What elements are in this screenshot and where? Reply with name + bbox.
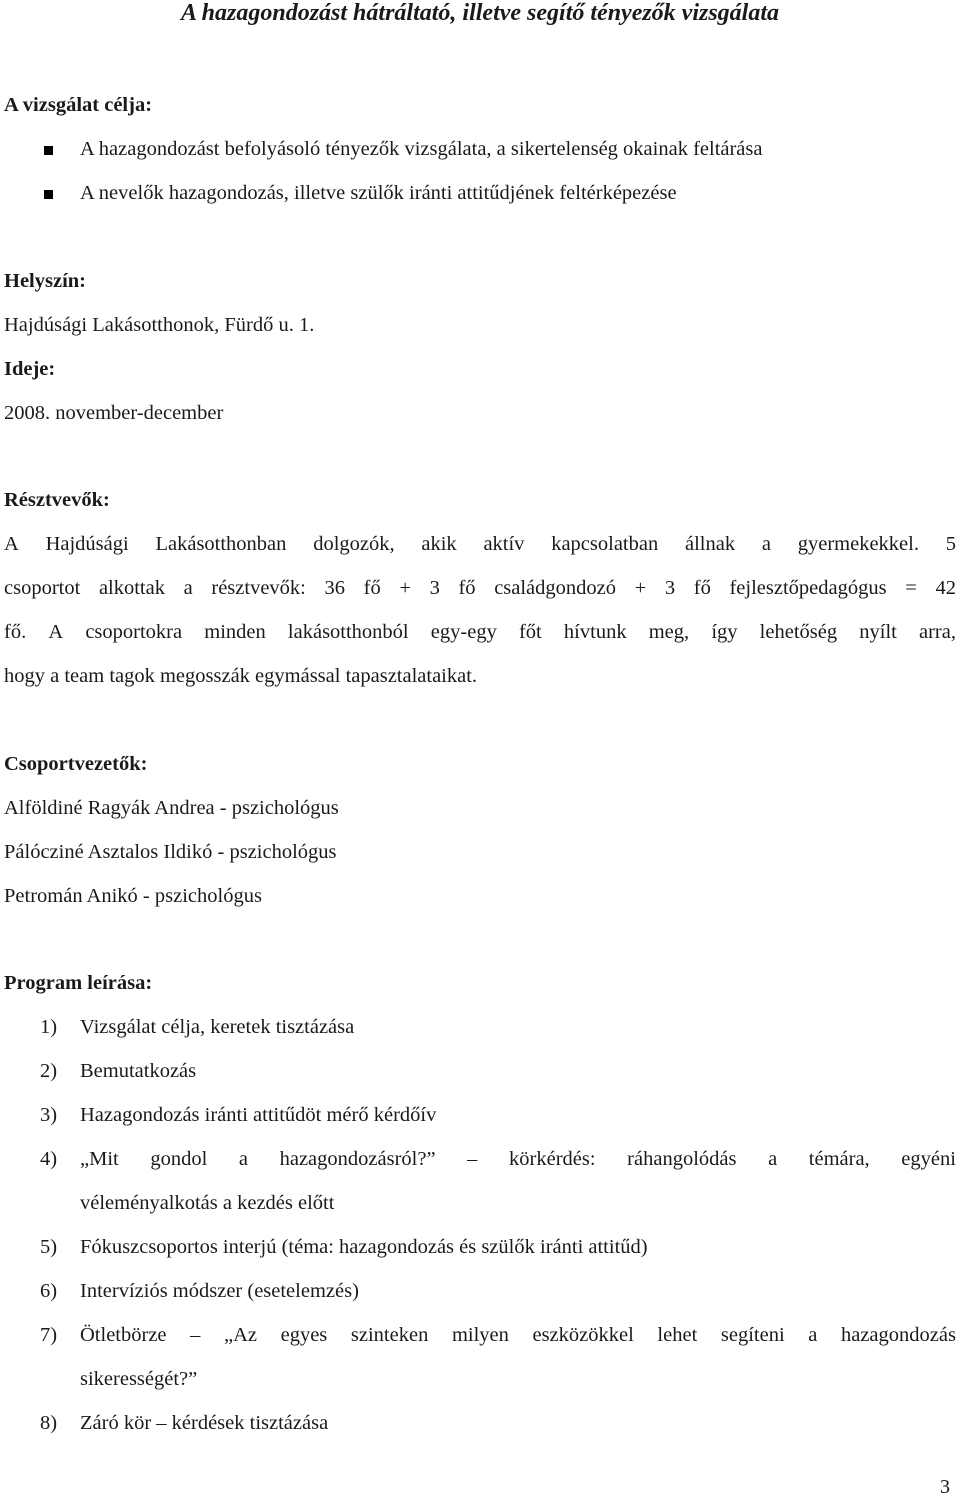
program-item-text bbox=[80, 1148, 956, 1171]
participants-paragraph-line bbox=[4, 533, 956, 556]
word: „Mit bbox=[80, 1148, 119, 1170]
program-item-continuation: sikerességét?” bbox=[80, 1368, 198, 1390]
word: A bbox=[4, 533, 19, 555]
word: + bbox=[399, 577, 411, 599]
word: milyen bbox=[451, 1324, 509, 1346]
word: – bbox=[467, 1148, 478, 1170]
program-item-number: 8) bbox=[40, 1412, 58, 1434]
word: Lakásotthonban bbox=[155, 533, 287, 555]
program-item-text: Fókuszcsoportos interjú (téma: hazagondozás és szülők iránti attitűd) bbox=[80, 1236, 648, 1258]
purpose-bullet-2: A nevelők hazagondozás, illetve szülők iránti attitűdjének feltérképezése bbox=[80, 182, 677, 204]
document-title: A hazagondozást hátráltató, illetve segítő tényezők vizsgálata bbox=[180, 0, 780, 26]
word: gyermekekkel. bbox=[797, 533, 919, 555]
program-item-text: Vizsgálat célja, keretek tisztázása bbox=[80, 1016, 355, 1038]
word: 3 bbox=[664, 577, 676, 599]
word: eszközökkel bbox=[532, 1324, 634, 1346]
word: akik bbox=[421, 533, 457, 555]
word: állnak bbox=[684, 533, 736, 555]
program-item-number: 1) bbox=[40, 1016, 58, 1038]
word: 5 bbox=[945, 533, 956, 555]
time-text: 2008. november-december bbox=[4, 402, 224, 424]
participants-heading: Résztvevők: bbox=[4, 489, 110, 511]
word: fő bbox=[693, 577, 711, 599]
word: segíteni bbox=[720, 1324, 785, 1346]
program-item-text: Bemutatkozás bbox=[80, 1060, 197, 1082]
word: egyéni bbox=[901, 1148, 956, 1170]
word: a bbox=[808, 1324, 818, 1346]
word: alkottak bbox=[98, 577, 165, 599]
program-item-text: Záró kör – kérdések tisztázása bbox=[80, 1412, 329, 1434]
word: kapcsolatban bbox=[551, 533, 659, 555]
word: hazagondozásról?” bbox=[279, 1148, 436, 1170]
program-item-text: Hazagondozás iránti attitűdöt mérő kérdőív bbox=[80, 1104, 437, 1126]
word: hívtunk bbox=[563, 621, 627, 643]
word: A bbox=[48, 621, 64, 643]
participants-paragraph-line bbox=[4, 577, 956, 600]
word: fő. bbox=[4, 621, 27, 643]
purpose-heading: A vizsgálat célja: bbox=[4, 94, 153, 116]
word: fő bbox=[458, 577, 476, 599]
program-item-number: 6) bbox=[40, 1280, 58, 1302]
program-item-number: 5) bbox=[40, 1236, 58, 1258]
participants-paragraph-line bbox=[4, 621, 956, 644]
word: fő bbox=[363, 577, 381, 599]
bullet-square-icon bbox=[44, 190, 53, 199]
word: 42 bbox=[935, 577, 956, 599]
word: – bbox=[190, 1324, 201, 1346]
word: + bbox=[634, 577, 647, 599]
word: gondol bbox=[150, 1148, 208, 1170]
word: családgondozó bbox=[494, 577, 617, 599]
word: a bbox=[768, 1148, 778, 1170]
program-item-text bbox=[80, 1324, 956, 1347]
word: arra, bbox=[919, 621, 956, 643]
leader-item: Pálócziné Asztalos Ildikó - pszichológus bbox=[4, 841, 337, 863]
word: 3 bbox=[429, 577, 440, 599]
word: így bbox=[711, 621, 738, 643]
word: meg, bbox=[648, 621, 690, 643]
program-heading: Program leírása: bbox=[4, 972, 153, 994]
word: = bbox=[905, 577, 917, 599]
program-item-number: 2) bbox=[40, 1060, 58, 1082]
word: egyes bbox=[280, 1324, 328, 1346]
word: témára, bbox=[808, 1148, 870, 1170]
word: főt bbox=[518, 621, 542, 643]
page-number: 3 bbox=[940, 1476, 950, 1498]
word: dolgozók, bbox=[313, 533, 395, 555]
participants-paragraph-line: hogy a team tagok megosszák egymással tapasztalataikat. bbox=[4, 665, 478, 687]
program-item-continuation: véleményalkotás a kezdés előtt bbox=[80, 1192, 335, 1214]
word: 36 bbox=[324, 577, 346, 599]
program-item-number: 7) bbox=[40, 1324, 58, 1346]
word: ráhangolódás bbox=[627, 1148, 737, 1170]
word: lehetőség bbox=[759, 621, 838, 643]
program-item-number: 3) bbox=[40, 1104, 58, 1126]
word: „Az bbox=[223, 1324, 257, 1346]
word: lakásotthonból bbox=[287, 621, 409, 643]
location-heading: Helyszín: bbox=[4, 270, 86, 292]
word: a bbox=[183, 577, 193, 599]
time-heading: Ideje: bbox=[4, 358, 56, 380]
word: csoportokra bbox=[85, 621, 183, 643]
word: Hajdúsági bbox=[45, 533, 129, 555]
word: aktív bbox=[483, 533, 525, 555]
word: csoportot bbox=[4, 577, 81, 599]
word: a bbox=[238, 1148, 248, 1170]
bullet-square-icon bbox=[44, 146, 53, 155]
word: lehet bbox=[657, 1324, 698, 1346]
word: körkérdés: bbox=[509, 1148, 596, 1170]
location-text: Hajdúsági Lakásotthonok, Fürdő u. 1. bbox=[4, 314, 315, 336]
word: fejlesztőpedagógus bbox=[729, 577, 887, 599]
word: a bbox=[761, 533, 771, 555]
word: szinteken bbox=[350, 1324, 429, 1346]
word: résztvevők: bbox=[211, 577, 306, 599]
program-item-number: 4) bbox=[40, 1148, 58, 1170]
leaders-heading: Csoportvezetők: bbox=[4, 753, 148, 775]
word: nyílt bbox=[859, 621, 897, 643]
word: minden bbox=[204, 621, 266, 643]
word: egy-egy bbox=[430, 621, 497, 643]
word: hazagondozás bbox=[840, 1324, 956, 1346]
leader-item: Alföldiné Ragyák Andrea - pszichológus bbox=[4, 797, 339, 819]
leader-item: Petromán Anikó - pszichológus bbox=[4, 885, 262, 907]
purpose-bullet-1: A hazagondozást befolyásoló tényezők vizsgálata, a sikertelenség okainak feltárása bbox=[80, 138, 763, 160]
program-item-text: Intervíziós módszer (esetelemzés) bbox=[80, 1280, 359, 1302]
word: Ötletbörze bbox=[80, 1324, 167, 1346]
